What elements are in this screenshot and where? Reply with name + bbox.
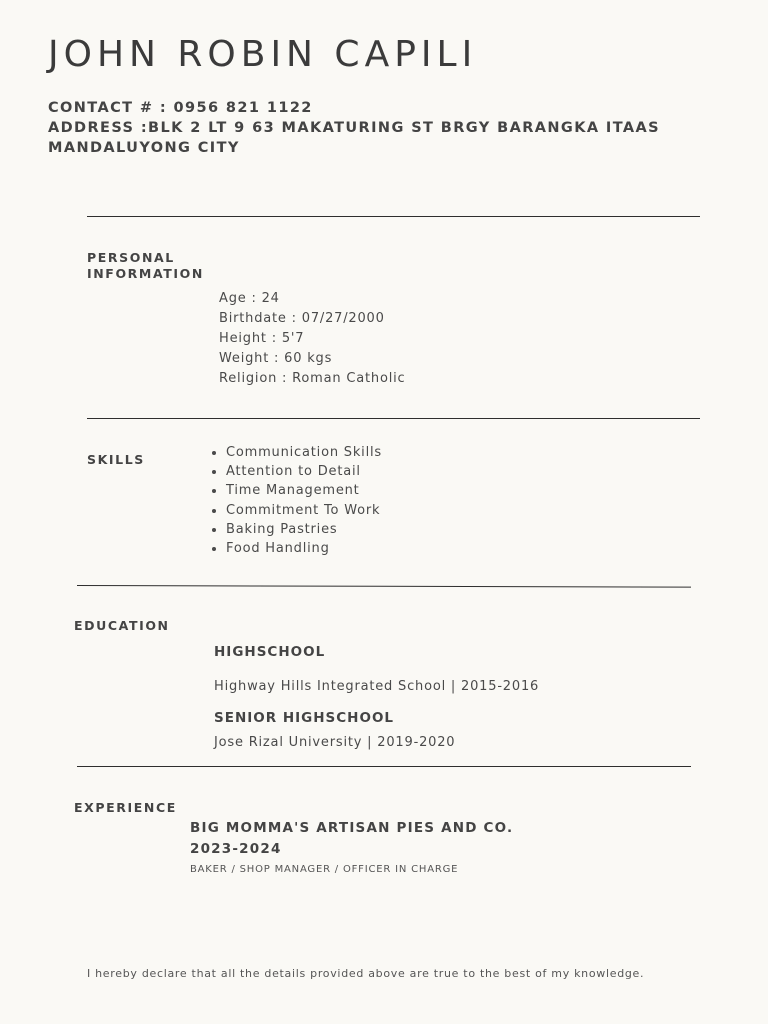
divider <box>87 418 700 419</box>
age: Age : 24 <box>219 291 280 306</box>
education-level: SENIOR HIGHSCHOOL <box>214 710 395 726</box>
experience-label: EXPERIENCE <box>74 800 177 815</box>
contact-number: CONTACT # : 0956 821 1122 <box>48 100 313 116</box>
contact-block <box>48 98 728 158</box>
applicant-name: JOHN ROBIN CAPILI <box>48 34 478 75</box>
company-name: BIG MOMMA'S ARTISAN PIES AND CO. <box>190 820 514 836</box>
list-item: • Time Management <box>226 481 382 500</box>
education-school: Jose Rizal University | 2019-2020 <box>214 735 456 750</box>
weight: Weight : 60 kgs <box>219 351 333 366</box>
declaration: I hereby declare that all the details provided above are true to the best of my knowledge. <box>87 967 645 980</box>
list-item: • Attention to Detail <box>226 462 382 481</box>
skills-list <box>208 443 382 558</box>
education-label: EDUCATION <box>74 618 170 633</box>
personal-info-label <box>87 250 204 282</box>
address: ADDRESS :BLK 2 LT 9 63 MAKATURING ST BRGY BARANGKA ITAAS MANDALUYONG CITY <box>48 120 660 156</box>
divider <box>77 766 691 767</box>
height: Height : 5'7 <box>219 331 305 346</box>
experience-entry <box>190 818 513 875</box>
employment-years: 2023-2024 <box>190 841 282 857</box>
job-roles: BAKER / SHOP MANAGER / OFFICER IN CHARGE <box>190 864 459 875</box>
education-school: Highway Hills Integrated School | 2015-2016 <box>214 679 540 694</box>
divider <box>77 585 691 588</box>
birthdate: Birthdate : 07/27/2000 <box>219 311 385 326</box>
personal-info-label-line2: INFORMATION <box>87 266 204 281</box>
religion: Religion : Roman Catholic <box>219 371 406 386</box>
divider <box>87 216 700 217</box>
list-item: • Baking Pastries <box>226 520 382 539</box>
list-item: • Commitment To Work <box>226 501 382 520</box>
education-level: HIGHSCHOOL <box>214 644 326 660</box>
list-item: • Food Handling <box>226 539 382 558</box>
personal-info-label-line1: PERSONAL <box>87 250 175 265</box>
list-item: • Communication Skills <box>226 443 382 462</box>
skills-label: SKILLS <box>87 452 145 467</box>
personal-info-list <box>219 289 405 389</box>
skills-list-container <box>208 443 382 558</box>
